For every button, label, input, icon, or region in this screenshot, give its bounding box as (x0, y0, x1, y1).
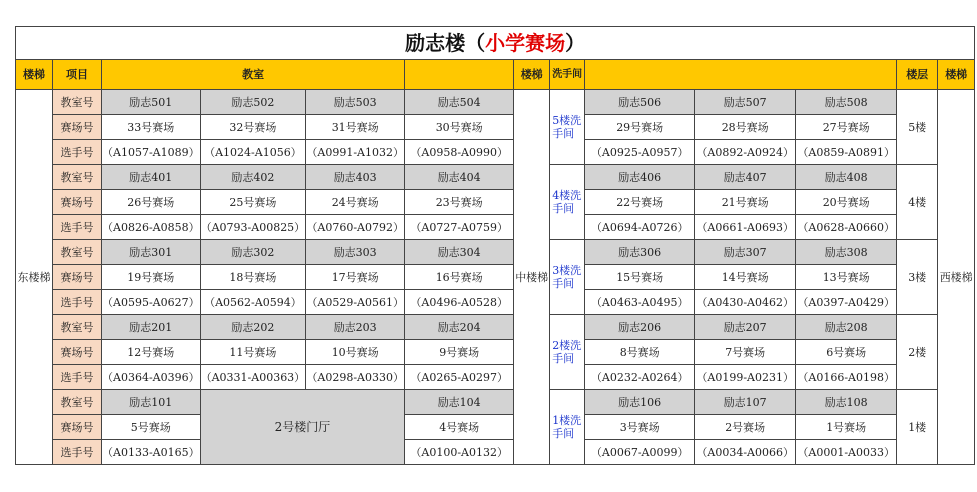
player-cell: （A0628-A0660） (796, 215, 897, 240)
room-cell: 励志403 (306, 165, 405, 190)
header-stairs-right: 楼梯 (938, 60, 975, 90)
player-cell: （A0430-A0462） (695, 290, 796, 315)
player-cell: （A0463-A0495） (585, 290, 695, 315)
page-title (16, 27, 975, 60)
row-label-room: 教室号 (53, 90, 102, 115)
venue-cell: 6号赛场 (796, 340, 897, 365)
row-label-room: 教室号 (53, 390, 102, 415)
room-cell: 励志207 (695, 315, 796, 340)
west-stairs: 西楼梯 (938, 90, 975, 465)
player-cell: （A0595-A0627） (102, 290, 201, 315)
room-cell: 励志208 (796, 315, 897, 340)
venue-cell: 28号赛场 (695, 115, 796, 140)
player-cell: （A0232-A0264） (585, 365, 695, 390)
table-row (16, 315, 975, 340)
player-cell: （A0001-A0033） (796, 440, 897, 465)
washroom-label: 2楼洗手间 (550, 315, 585, 390)
player-cell: （A0661-A0693） (695, 215, 796, 240)
room-cell: 励志304 (405, 240, 514, 265)
header-stairs: 楼梯 (16, 60, 53, 90)
room-cell: 励志108 (796, 390, 897, 415)
player-cell: （A0958-A0990） (405, 140, 514, 165)
table-row (16, 90, 975, 115)
table-row (16, 190, 975, 215)
player-cell: （A0925-A0957） (585, 140, 695, 165)
venue-cell: 2号赛场 (695, 415, 796, 440)
venue-cell: 33号赛场 (102, 115, 201, 140)
player-cell: （A0562-A0594） (200, 290, 306, 315)
header-row (16, 60, 975, 90)
table-row (16, 165, 975, 190)
player-cell: （A0265-A0297） (405, 365, 514, 390)
venue-cell: 7号赛场 (695, 340, 796, 365)
room-cell: 励志507 (695, 90, 796, 115)
row-label-player: 选手号 (53, 140, 102, 165)
room-cell: 励志402 (200, 165, 306, 190)
washroom-label: 5楼洗手间 (550, 90, 585, 165)
venue-cell: 26号赛场 (102, 190, 201, 215)
header-blank (405, 60, 514, 90)
floor-label: 3楼 (897, 240, 938, 315)
table-row (16, 290, 975, 315)
venue-cell: 27号赛场 (796, 115, 897, 140)
venue-cell: 14号赛场 (695, 265, 796, 290)
table-row (16, 240, 975, 265)
table-row (16, 390, 975, 415)
venue-cell: 9号赛场 (405, 340, 514, 365)
venue-cell: 19号赛场 (102, 265, 201, 290)
room-cell: 励志502 (200, 90, 306, 115)
header-classroom: 教室 (102, 60, 405, 90)
floor-label: 2楼 (897, 315, 938, 390)
venue-cell: 4号赛场 (405, 415, 514, 440)
table-row (16, 340, 975, 365)
venue-cell: 32号赛场 (200, 115, 306, 140)
room-cell: 励志501 (102, 90, 201, 115)
venue-sheet (15, 26, 975, 465)
player-cell: （A0067-A0099） (585, 440, 695, 465)
room-cell: 励志202 (200, 315, 306, 340)
middle-stairs: 中楼梯 (514, 90, 550, 465)
lobby-cell: 2号楼门厅 (200, 390, 405, 465)
venue-cell: 23号赛场 (405, 190, 514, 215)
venue-cell: 20号赛场 (796, 190, 897, 215)
player-cell: （A0199-A0231） (695, 365, 796, 390)
room-cell: 励志307 (695, 240, 796, 265)
header-blank-right (585, 60, 897, 90)
player-cell: （A0694-A0726） (585, 215, 695, 240)
room-cell: 励志503 (306, 90, 405, 115)
room-cell: 励志404 (405, 165, 514, 190)
row-label-venue: 赛场号 (53, 415, 102, 440)
venue-cell: 8号赛场 (585, 340, 695, 365)
table-row (16, 265, 975, 290)
washroom-label: 1楼洗手间 (550, 390, 585, 465)
player-cell: （A0826-A0858） (102, 215, 201, 240)
room-cell: 励志406 (585, 165, 695, 190)
row-label-venue: 赛场号 (53, 190, 102, 215)
venue-cell: 12号赛场 (102, 340, 201, 365)
venue-cell: 18号赛场 (200, 265, 306, 290)
room-cell: 励志204 (405, 315, 514, 340)
room-cell: 励志504 (405, 90, 514, 115)
header-floor: 楼层 (897, 60, 938, 90)
title-open-paren: （ (465, 30, 486, 55)
player-cell: （A0331-A00363） (200, 365, 306, 390)
player-cell: （A0529-A0561） (306, 290, 405, 315)
room-cell: 励志302 (200, 240, 306, 265)
player-cell: （A0760-A0792） (306, 215, 405, 240)
table-row (16, 440, 975, 465)
header-item: 项目 (53, 60, 102, 90)
room-cell: 励志206 (585, 315, 695, 340)
player-cell: （A0892-A0924） (695, 140, 796, 165)
room-cell: 励志303 (306, 240, 405, 265)
table-row (16, 140, 975, 165)
player-cell: （A0793-A00825） (200, 215, 306, 240)
row-label-venue: 赛场号 (53, 340, 102, 365)
room-cell: 励志201 (102, 315, 201, 340)
player-cell: （A1024-A1056） (200, 140, 306, 165)
header-stairs-mid: 楼梯 (514, 60, 550, 90)
player-cell: （A0397-A0429） (796, 290, 897, 315)
player-cell: （A0166-A0198） (796, 365, 897, 390)
venue-cell: 24号赛场 (306, 190, 405, 215)
player-cell: （A0133-A0165） (102, 440, 201, 465)
row-label-player: 选手号 (53, 440, 102, 465)
room-cell: 励志407 (695, 165, 796, 190)
room-cell: 励志301 (102, 240, 201, 265)
header-washroom: 洗手间 (550, 60, 585, 90)
venue-cell: 3号赛场 (585, 415, 695, 440)
venue-cell: 25号赛场 (200, 190, 306, 215)
venue-cell: 15号赛场 (585, 265, 695, 290)
venue-cell: 10号赛场 (306, 340, 405, 365)
row-label-player: 选手号 (53, 290, 102, 315)
row-label-player: 选手号 (53, 215, 102, 240)
player-cell: （A0991-A1032） (306, 140, 405, 165)
table-row (16, 415, 975, 440)
player-cell: （A0859-A0891） (796, 140, 897, 165)
room-cell: 励志408 (796, 165, 897, 190)
washroom-label: 4楼洗手间 (550, 165, 585, 240)
room-cell: 励志401 (102, 165, 201, 190)
venue-cell: 21号赛场 (695, 190, 796, 215)
washroom-label: 3楼洗手间 (550, 240, 585, 315)
venue-cell: 22号赛场 (585, 190, 695, 215)
row-label-room: 教室号 (53, 165, 102, 190)
row-label-venue: 赛场号 (53, 265, 102, 290)
venue-cell: 29号赛场 (585, 115, 695, 140)
venue-cell: 30号赛场 (405, 115, 514, 140)
table-row (16, 215, 975, 240)
room-cell: 励志104 (405, 390, 514, 415)
player-cell: （A0496-A0528） (405, 290, 514, 315)
floor-label: 4楼 (897, 165, 938, 240)
room-cell: 励志308 (796, 240, 897, 265)
player-cell: （A1057-A1089） (102, 140, 201, 165)
row-label-player: 选手号 (53, 365, 102, 390)
venue-cell: 17号赛场 (306, 265, 405, 290)
room-cell: 励志106 (585, 390, 695, 415)
east-stairs: 东楼梯 (16, 90, 53, 465)
venue-cell: 5号赛场 (102, 415, 201, 440)
title-main: 励志楼 (405, 30, 466, 55)
table-row (16, 115, 975, 140)
venue-cell: 13号赛场 (796, 265, 897, 290)
room-cell: 励志107 (695, 390, 796, 415)
venue-cell: 1号赛场 (796, 415, 897, 440)
player-cell: （A0034-A0066） (695, 440, 796, 465)
title-close-paren: ） (565, 30, 586, 55)
row-label-room: 教室号 (53, 240, 102, 265)
floor-label: 5楼 (897, 90, 938, 165)
venue-cell: 31号赛场 (306, 115, 405, 140)
row-label-room: 教室号 (53, 315, 102, 340)
player-cell: （A0100-A0132） (405, 440, 514, 465)
room-cell: 励志508 (796, 90, 897, 115)
room-cell: 励志306 (585, 240, 695, 265)
player-cell: （A0364-A0396） (102, 365, 201, 390)
table-row (16, 365, 975, 390)
floor-label: 1楼 (897, 390, 938, 465)
row-label-venue: 赛场号 (53, 115, 102, 140)
player-cell: （A0727-A0759） (405, 215, 514, 240)
room-cell: 励志101 (102, 390, 201, 415)
venue-table (15, 26, 975, 465)
title-sub: 小学赛场 (485, 30, 566, 55)
player-cell: （A0298-A0330） (306, 365, 405, 390)
venue-cell: 11号赛场 (200, 340, 306, 365)
room-cell: 励志203 (306, 315, 405, 340)
venue-cell: 16号赛场 (405, 265, 514, 290)
room-cell: 励志506 (585, 90, 695, 115)
